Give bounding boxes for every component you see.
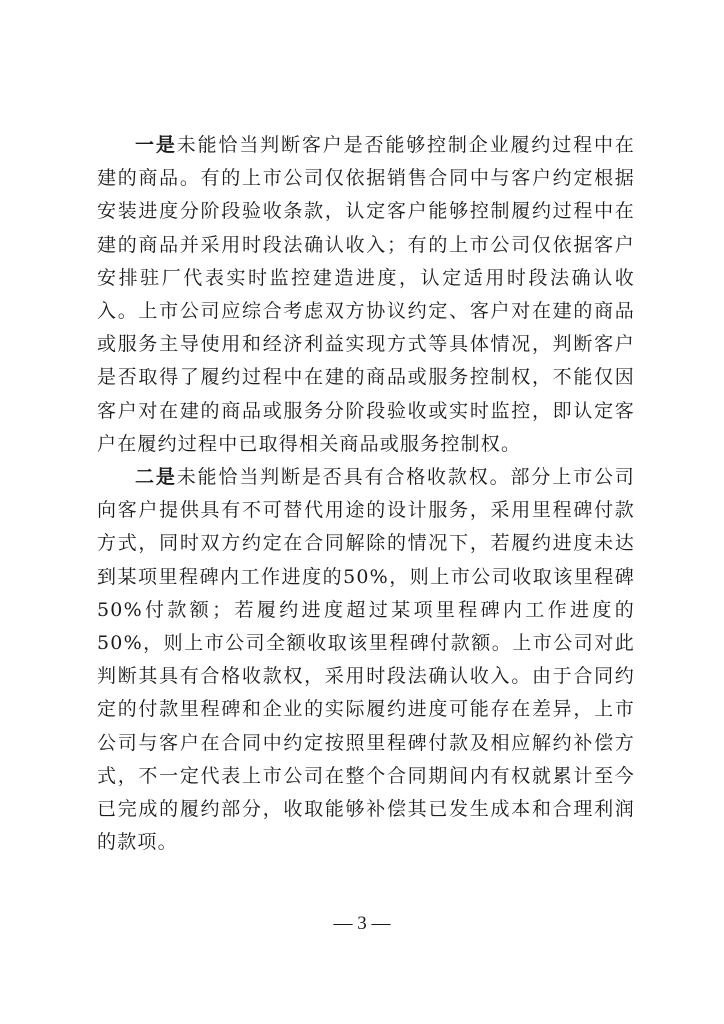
page-number: — 3 — [333,913,391,934]
paragraph-one-lead: 一是 [135,134,177,156]
paragraph-two-text: 未能恰当判断是否具有合格收款权。部分上市公司向客户提供具有不可替代用途的设计服务，采用里程碑付款方式，同时双方约定在合同解除的情况下，若履约进度未达到某项里程碑内工作进度的50%，则上市公司收取该里程碑50%付款额；若履约进度超过某项里程碑内工作进度的50%，则上市公司全额收取该里程碑付款额。上市公司对此判断其具有合格收款权，采用时段法确认收入。由于合同约定的付款里程碑和企业的实际履约进度可能存在差异，上市公司与客户在合同中约定按照里程碑付款及相应解约补偿方式，不一定代表上市公司在整个合同期间内有权就累计至今已完成的履约部分，收取能够补偿其已发生成本和合理利润的款项。 [97,466,636,854]
paragraph-two [97,461,635,859]
paragraph-one-text: 未能恰当判断客户是否能够控制企业履约过程中在建的商品。有的上市公司仅依据销售合同中与客户约定根据安装进度分阶段验收条款，认定客户能够控制履约过程中在建的商品并采用时段法确认收入；有的上市公司仅依据客户安排驻厂代表实时监控建造进度，认定适用时段法确认收入。上市公司应综合考虑双方协议约定、客户对在建的商品或服务主导使用和经济利益实现方式等具体情况，判断客户是否取得了履约过程中在建的商品或服务控制权，不能仅因客户对在建的商品或服务分阶段验收或实时监控，即认定客户在履约过程中已取得相关商品或服务控制权。 [97,134,636,455]
paragraph-one [97,129,635,461]
document-body [97,129,635,859]
paragraph-two-lead: 二是 [135,466,177,489]
